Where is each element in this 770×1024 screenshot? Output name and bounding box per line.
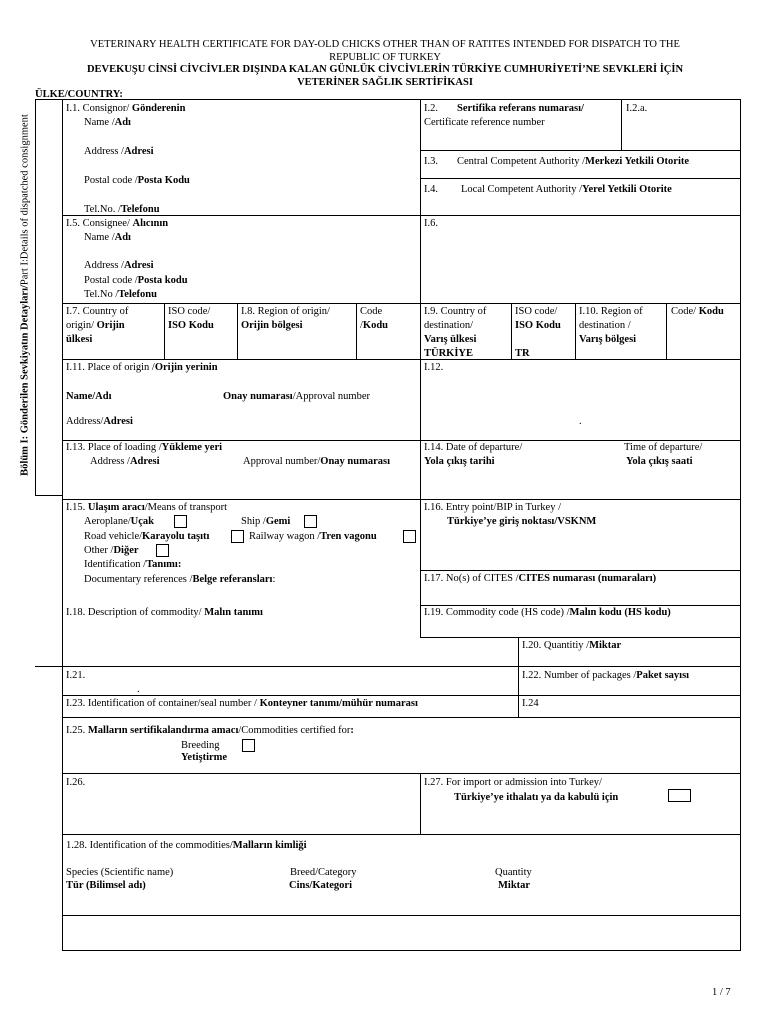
page-number: 1 / 7	[712, 987, 731, 998]
country-label: ÜLKE/COUNTRY:	[35, 89, 123, 100]
i13-address: Address /Adresi	[90, 456, 160, 467]
breeding-checkbox[interactable]	[242, 739, 255, 752]
i16-title: I.16. Entry point/BIP in Turkey /	[424, 502, 561, 513]
title-en-line1: VETERINARY HEALTH CERTIFICATE FOR DAY-OLD CHICKS OTHER THAN OF RATITES INTENDED FOR DISPATCH TO THE	[90, 39, 680, 50]
i5-title: I.5. Consignee/ Alıcının	[66, 218, 169, 229]
i28-quantity-tr: Miktar	[498, 880, 531, 891]
i21-dot: .	[137, 684, 140, 695]
i10-code: Code/ Kodu	[671, 306, 724, 317]
i11-name: Name/Adı	[66, 391, 112, 402]
i12-num: I.12.	[424, 362, 444, 373]
i9-line3: Varış ülkesi	[424, 334, 477, 345]
i28-species: Species (Scientific name)	[66, 867, 174, 878]
i28-quantity: Quantity	[495, 867, 532, 878]
i3-text: Central Competent Authority /Merkezi Yetkili Otorite	[457, 156, 690, 167]
i11-approval: Onay numarası/Approval number	[223, 391, 371, 402]
i25-breeding: Breeding	[181, 740, 220, 751]
title-tr-line2: VETERİNER SAĞLIK SERTİFİKASI	[297, 77, 473, 88]
i11-title: I.11. Place of origin /Orijin yerinin	[66, 362, 218, 373]
i9-iso-label: ISO code/	[515, 306, 558, 317]
ship-checkbox[interactable]	[304, 515, 317, 528]
i11-address: Address/Adresi	[66, 416, 133, 427]
i2-title: Sertifika referans numarası/	[457, 103, 584, 114]
i27-title: I.27. For import or admission into Turkey/	[424, 777, 602, 788]
i15-ship: Ship /Gemi	[241, 516, 291, 527]
i6-num: I.6.	[424, 218, 438, 229]
i1-tel: Tel.No. /Telefonu	[84, 204, 160, 215]
i15-title: I.15. Ulaşım aracı/Means of transport	[66, 502, 227, 513]
i9-iso-label-tr: ISO Kodu	[515, 320, 561, 331]
i21-num: I.21.	[66, 670, 86, 681]
title-en-line2: REPUBLIC OF TURKEY	[329, 52, 441, 63]
i14-time-tr: Yola çıkış saati	[626, 456, 693, 467]
aeroplane-checkbox[interactable]	[174, 515, 187, 528]
i7-line3: ülkesi	[66, 334, 93, 345]
other-checkbox[interactable]	[156, 544, 169, 557]
i13-approval: Approval number/Onay numarası	[243, 456, 391, 467]
i2-sub: Certificate reference number	[424, 117, 545, 128]
i5-postal: Postal code /Posta kodu	[84, 275, 188, 286]
i15-road: Road vehicle/Karayolu taşıtı	[84, 531, 210, 542]
i25-breeding-tr: Yetiştirme	[181, 752, 228, 763]
i15-other: Other /Diğer	[84, 545, 139, 556]
i14-title-tr: Yola çıkış tarihi	[424, 456, 495, 467]
i9-line1: I.9. Country of	[424, 306, 487, 317]
i23-title: I.23. Identification of container/seal number / Konteyner tanımı/mühür numarası	[66, 698, 418, 709]
i28-title: 1.28. Identification of the commodities/Malların kimliği	[66, 840, 307, 851]
i28-breed-tr: Cins/Kategori	[289, 880, 352, 891]
i9-iso-value: TR	[515, 348, 530, 359]
i7-line2: origin/ Orijin	[66, 320, 125, 331]
i14-title: I.14. Date of departure/	[424, 442, 523, 453]
i2a-num: I.2.a.	[626, 103, 648, 114]
i15-docs: Documentary references /Belge referansları:	[84, 574, 276, 585]
i13-title: I.13. Place of loading /Yükleme yeri	[66, 442, 223, 453]
i15-aeroplane: Aeroplane/Uçak	[84, 516, 154, 527]
side-label	[13, 99, 37, 491]
i7-iso-label: ISO code/	[168, 306, 211, 317]
i15-rail: Railway wagon /Tren vagonu	[249, 531, 377, 542]
i3-num: I.3.	[424, 156, 438, 167]
i9-country-value: TÜRKİYE	[424, 348, 474, 359]
import-checkbox[interactable]	[668, 789, 691, 802]
i7-iso-label-tr: ISO Kodu	[168, 320, 214, 331]
road-vehicle-checkbox[interactable]	[231, 530, 244, 543]
i4-text: Local Competent Authority /Yerel Yetkili Otorite	[461, 184, 672, 195]
title-tr-line1: DEVEKUŞU CİNSİ CİVCİVLER DIŞINDA KALAN GÜNLÜK CİVCİVLERİN TÜRKİYE CUMHURİYETİ’NE SEVKLERİ İÇİN	[86, 64, 684, 75]
i9-line2: destination/	[424, 320, 473, 331]
i24-num: I.24	[522, 698, 539, 709]
i16-sub: Türkiye’ye giriş noktası/VSKNM	[447, 516, 597, 527]
i2-num: I.2.	[424, 103, 438, 114]
i17-title: I.17. No(s) of CITES /CITES numarası (numaraları)	[424, 573, 657, 584]
i18-title: I.18. Description of commodity/ Malın tanımı	[66, 607, 263, 618]
i7-line1: I.7. Country of	[66, 306, 129, 317]
i1-address: Address /Adresi	[84, 146, 154, 157]
railway-wagon-checkbox[interactable]	[403, 530, 416, 543]
i25-title: I.25. Malların sertifikalandırma amacı/Commodities certified for:	[66, 725, 354, 736]
i28-breed: Breed/Category	[290, 867, 357, 878]
side-label-bold: Bölüm I: Gönderilen Sevkiyatın Detayları/	[19, 285, 31, 476]
i27-sub: Türkiye’ye ithalatı ya da kabulü için	[454, 792, 619, 803]
i1-postal: Postal code /Posta Kodu	[84, 175, 190, 186]
i1-name: Name /Adı	[84, 117, 131, 128]
i8-code: Code	[360, 306, 383, 317]
i8-line2: Orijin bölgesi	[241, 320, 303, 331]
side-label-normal: Part I:Details of dispatched consignment	[19, 114, 31, 286]
i5-address: Address /Adresi	[84, 260, 154, 271]
i28-species-tr: Tür (Bilimsel adı)	[66, 880, 146, 891]
i19-title: I.19. Commodity code (HS code) /Malın kodu (HS kodu)	[424, 607, 671, 618]
i10-line1: I.10. Region of	[579, 306, 643, 317]
i20-title: I.20. Quantitiy /Miktar	[522, 640, 622, 651]
i15-ident: Identification /Tanımı:	[84, 559, 182, 570]
i8-line1: I.8. Region of origin/	[241, 306, 330, 317]
i10-line3: Varış bölgesi	[579, 334, 637, 345]
i5-tel: Tel.No /Telefonu	[84, 289, 157, 300]
i10-line2: destination /	[579, 320, 631, 331]
i1-title: I.1. Consignor/ Gönderenin	[66, 103, 186, 114]
i4-num: I.4.	[424, 184, 438, 195]
i22-title: I.22. Number of packages /Paket sayısı	[522, 670, 690, 681]
i5-name: Name /Adı	[84, 232, 131, 243]
i26-num: I.26.	[66, 777, 86, 788]
i14-time: Time of departure/	[624, 442, 703, 453]
i8-code-tr: /Kodu	[360, 320, 389, 331]
i12-dot: .	[579, 416, 582, 427]
